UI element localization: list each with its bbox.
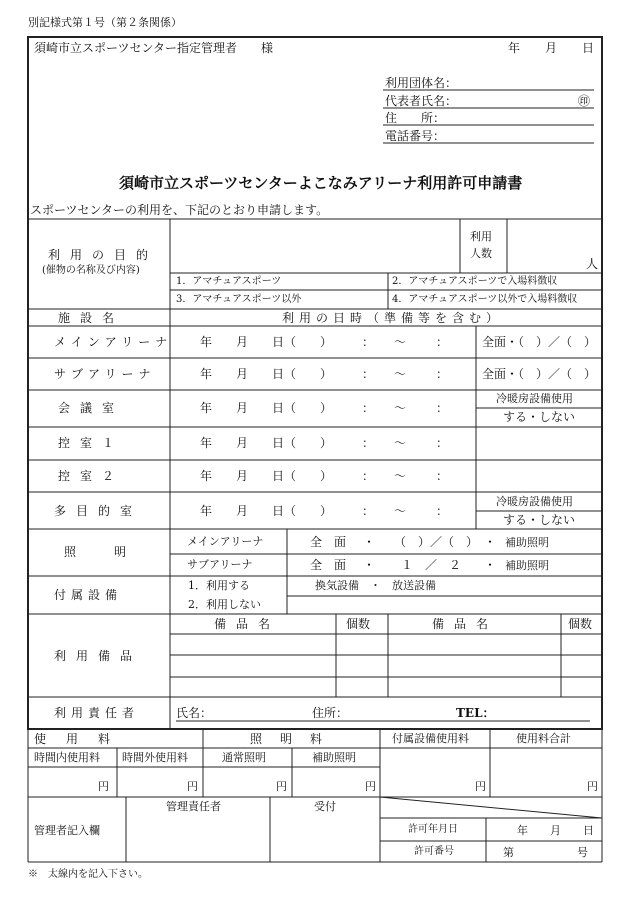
permit-no-prefix: 第 [503,846,514,859]
phone-label: 電話番号： [385,129,446,143]
lighting-zones: （ ）／（ ） [394,535,479,549]
address-label: 住 所： [385,111,446,125]
dt-colon: ： [436,504,449,518]
people-label-1: 利用 [470,230,492,243]
out-hours-fee-header: 時間外使用料 [122,751,188,764]
dt-colon: ： [362,335,375,349]
hvac-choice: する・しない [503,513,576,527]
lighting-full: 全 面 [310,535,347,549]
dt-month: 月 [236,436,249,450]
attached-not-use: 2．利用しない [188,598,261,611]
dt-day: 日（ ） [272,436,333,450]
hvac-choice: する・しない [503,410,576,424]
lighting-zones: １ ／ ２ [401,558,462,572]
dt-year: 年 [200,436,213,450]
dt-year: 年 [200,367,213,381]
dt-month: 月 [236,469,249,483]
date-year-label: 年 [508,41,521,55]
dt-day: 日（ ） [272,335,333,349]
facility-name: 控室２ [58,469,125,483]
received-header: 受付 [314,800,336,813]
dt-colon: ： [436,335,449,349]
facility-name-header: 施設名 [58,311,125,325]
attached-items: 換気設備 ・ 放送設備 [315,579,436,592]
dt-year: 年 [200,469,213,483]
dt-year: 年 [200,335,213,349]
lighting-place: メインアリーナ [187,535,264,548]
equipment-col-count: 個数 [346,617,371,631]
total-fee-header: 使用料合計 [516,732,571,745]
dt-day: 日（ ） [272,469,333,483]
responsible-name-label: 氏名： [176,706,213,720]
purpose-option-1: 1．アマチュアスポーツ [176,276,282,287]
dt-colon: ： [362,436,375,450]
dt-tilde: ～ [394,401,407,415]
aux-lighting-header: 補助照明 [312,751,356,764]
dt-colon: ： [362,401,375,415]
equipment-col-name: 備品名 [214,617,281,631]
dt-day: 日（ ） [272,401,333,415]
lighting-dot: ・ [363,535,376,549]
dt-tilde: ～ [394,436,407,450]
manager-header: 管理責任者 [166,800,221,813]
facility-name: 控室１ [58,436,125,450]
equipment-col-name: 備品名 [432,617,499,631]
dt-colon: ： [436,367,449,381]
aux-lighting: 補助照明 [505,536,549,549]
dt-tilde: ～ [394,367,407,381]
facility-extra: 全面・（ ）／（ ） [482,367,597,381]
facility-name: 会議室 [58,401,125,415]
permit-month: 月 [550,824,561,837]
datetime-header: 利用の日時（準備等を含む） [282,311,504,325]
footnote: ※ 太線内を記入下さい。 [28,869,148,880]
yen-unit: 円 [475,780,486,793]
attached-use: 1．利用する [188,579,250,592]
date-day-label: 日 [582,41,595,55]
permit-year: 年 [517,824,528,837]
facility-name: メインアリーナ [54,335,173,349]
equipment-label: 利用備品 [54,649,143,663]
dt-colon: ： [362,469,375,483]
attached-fee-header: 付属設備使用料 [392,732,469,745]
dt-year: 年 [200,401,213,415]
dt-month: 月 [236,504,249,518]
purpose-label: 利用の目的 [48,248,159,262]
equipment-col-count: 個数 [568,617,593,631]
facility-extra: 全面・（ ）／（ ） [482,335,597,349]
permit-no-suffix: 号 [577,846,588,859]
responsible-label: 利用責任者 [54,706,140,720]
dt-month: 月 [236,367,249,381]
yen-unit: 円 [587,780,598,793]
responsible-address-label: 住所： [312,706,349,720]
normal-lighting-header: 通常照明 [222,751,266,764]
yen-unit: 円 [98,780,109,793]
seal-mark: ㊞ [578,94,591,108]
dt-tilde: ～ [394,504,407,518]
hvac-label: 冷暖房設備使用 [496,392,573,405]
usage-fee-header: 使用料 [34,732,131,746]
yen-unit: 円 [276,780,287,793]
dt-day: 日（ ） [272,367,333,381]
lighting-label: 照明 [64,545,165,559]
yen-unit: 円 [365,780,376,793]
form-number-label: 別記様式第１号（第２条関係） [28,16,182,29]
group-name-label: 利用団体名： [385,76,458,90]
purpose-sublabel: (催物の名称及び内容) [42,265,140,276]
dt-tilde: ～ [394,335,407,349]
date-month-label: 月 [545,41,558,55]
lighting-full: 全 面 [310,558,347,572]
dt-tilde: ～ [394,469,407,483]
permit-date-label: 許可年月日 [408,824,458,835]
dt-month: 月 [236,401,249,415]
permit-number-label: 許可番号 [414,846,454,857]
dt-colon: ： [436,401,449,415]
dt-colon: ： [362,504,375,518]
lighting-dot: ・ [484,535,497,549]
hvac-label: 冷暖房設備使用 [496,495,573,508]
purpose-option-3: 3．アマチュアスポーツ以外 [176,294,302,305]
dt-colon: ： [362,367,375,381]
lighting-place: サブアリーナ [187,558,253,571]
lighting-dot: ・ [484,558,497,572]
in-hours-fee-header: 時間内使用料 [34,751,100,764]
responsible-tel-label: TEL： [456,706,495,720]
dt-day: 日（ ） [272,504,333,518]
document-title: 須崎市立スポーツセンターよこなみアリーナ利用許可申請書 [119,174,523,192]
facility-name: 多目的室 [54,504,143,518]
people-unit: 人 [586,257,599,271]
people-label-2: 人数 [470,247,492,260]
yen-unit: 円 [187,780,198,793]
facility-name: サブアリーナ [54,367,156,381]
dt-colon: ： [436,469,449,483]
purpose-option-2: 2．アマチュアスポーツで入場料徴収 [392,276,558,287]
addressee: 須崎市立スポーツセンター指定管理者 様 [34,41,274,55]
representative-label: 代表者氏名： [385,94,458,108]
lighting-fee-header: 照明料 [250,732,341,746]
dt-colon: ： [436,436,449,450]
admin-label: 管理者記入欄 [34,824,100,837]
dt-year: 年 [200,504,213,518]
dt-month: 月 [236,335,249,349]
intro-text: スポーツセンターの利用を、下記のとおり申請します。 [30,203,329,217]
lighting-dot: ・ [363,558,376,572]
permit-day: 日 [583,824,594,837]
purpose-option-4: 4．アマチュアスポーツ以外で入場料徴収 [392,294,578,305]
attached-label: 付属設備 [54,588,123,602]
aux-lighting: 補助照明 [505,559,549,572]
